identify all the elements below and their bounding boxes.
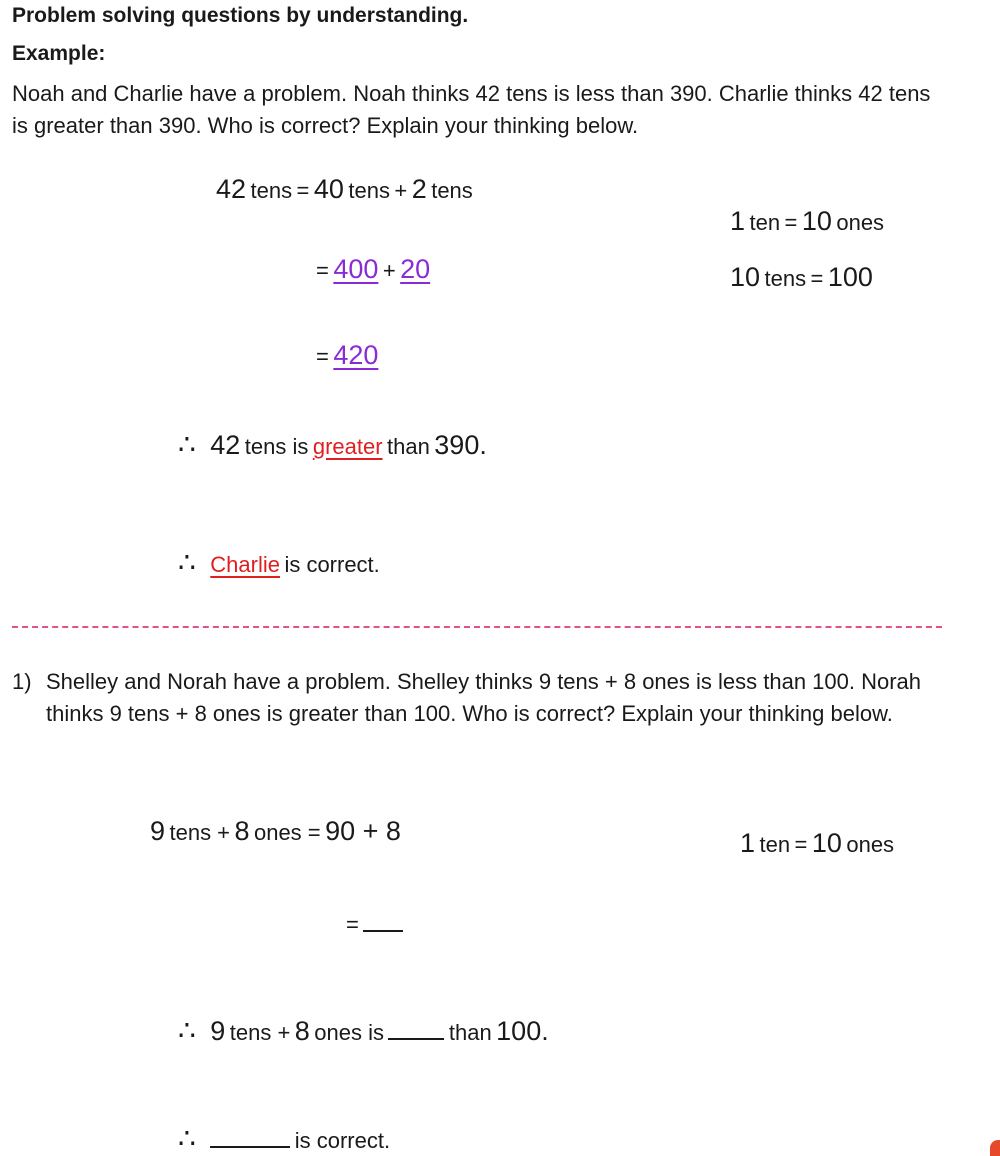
question-1-line-1 (150, 816, 401, 847)
value: 8 (234, 816, 250, 846)
answer-blank[interactable] (363, 929, 403, 932)
question-1-hint-1 (740, 828, 894, 859)
example-line-2 (316, 254, 430, 285)
answer-blank[interactable] (388, 1037, 444, 1040)
question-number: 1) (12, 669, 32, 694)
therefore-icon: ∴ (178, 429, 196, 460)
unit: tens (431, 178, 473, 203)
page-title: Problem solving questions by understanding. (12, 4, 469, 27)
text: than (448, 1020, 492, 1045)
therefore-icon: ∴ (178, 1123, 196, 1154)
unit: ten (749, 210, 781, 235)
example-label: Example: (12, 42, 106, 65)
example-conclusion-1 (178, 428, 487, 461)
value: 2 (411, 174, 427, 204)
value: 9 (150, 816, 166, 846)
answer-value: 20 (400, 254, 431, 284)
question-1-problem-text: Shelley and Norah have a problem. Shelley thinks 9 tens + 8 ones is less than 100. Norah thinks 9 tens + 8 ones is greater than 100. Who is correct? Explain your thinking below. (46, 669, 922, 726)
answer-value: 420 (333, 340, 379, 370)
plus-sign: + (394, 178, 408, 203)
example-line-1 (216, 174, 473, 205)
text: than (387, 434, 430, 459)
value: 390. (434, 430, 487, 460)
unit: tens (348, 178, 390, 203)
question-1-line-2 (346, 912, 403, 938)
value: 42 (216, 174, 247, 204)
unit: tens (764, 266, 807, 291)
equals-sign: = (784, 210, 798, 235)
unit: ten (759, 832, 791, 857)
value: 10 (730, 262, 761, 292)
value: 90 + 8 (325, 816, 401, 846)
therefore-icon: ∴ (178, 547, 196, 578)
text: is correct. (294, 1128, 391, 1153)
answer-blank[interactable] (210, 1145, 290, 1148)
example-conclusion-2 (178, 546, 380, 579)
value: 9 (210, 1016, 226, 1046)
answer-name: Charlie (210, 552, 280, 577)
answer-value: 400 (333, 254, 379, 284)
question-1-conclusion-2 (178, 1122, 390, 1155)
therefore-icon: ∴ (178, 1015, 196, 1046)
value: 1 (740, 828, 756, 858)
value: 100. (496, 1016, 549, 1046)
value: 40 (313, 174, 344, 204)
value: 42 (210, 430, 241, 460)
unit: ones = (253, 820, 321, 845)
unit: tens is (244, 434, 309, 459)
unit: ones is (314, 1020, 384, 1045)
equals-sign: = (346, 912, 359, 937)
value: 10 (801, 206, 832, 236)
unit: tens + (169, 820, 231, 845)
unit: ones (836, 210, 885, 235)
value: 8 (294, 1016, 310, 1046)
value: 100 (827, 262, 873, 292)
example-hint-1 (730, 206, 884, 237)
question-1-conclusion-1 (178, 1014, 549, 1047)
example-hint-2 (730, 262, 873, 293)
unit: tens (250, 178, 293, 203)
example-problem-text: Noah and Charlie have a problem. Noah thinks 42 tens is less than 390. Charlie thinks 42 tens is greater than 390. Who is correct? Explain your thinking below. (12, 81, 931, 138)
equals-sign: = (296, 178, 310, 203)
text: is correct. (284, 552, 380, 577)
example-line-3 (316, 340, 378, 371)
equals-sign: = (316, 344, 329, 369)
answer-word: greater (312, 434, 383, 459)
value: 10 (811, 828, 842, 858)
equals-sign: = (316, 258, 329, 283)
unit: tens + (229, 1020, 291, 1045)
value: 1 (730, 206, 746, 236)
equals-sign: = (810, 266, 824, 291)
plus-sign: + (382, 258, 396, 283)
section-divider (12, 626, 942, 628)
equals-sign: = (794, 832, 808, 857)
unit: ones (846, 832, 895, 857)
